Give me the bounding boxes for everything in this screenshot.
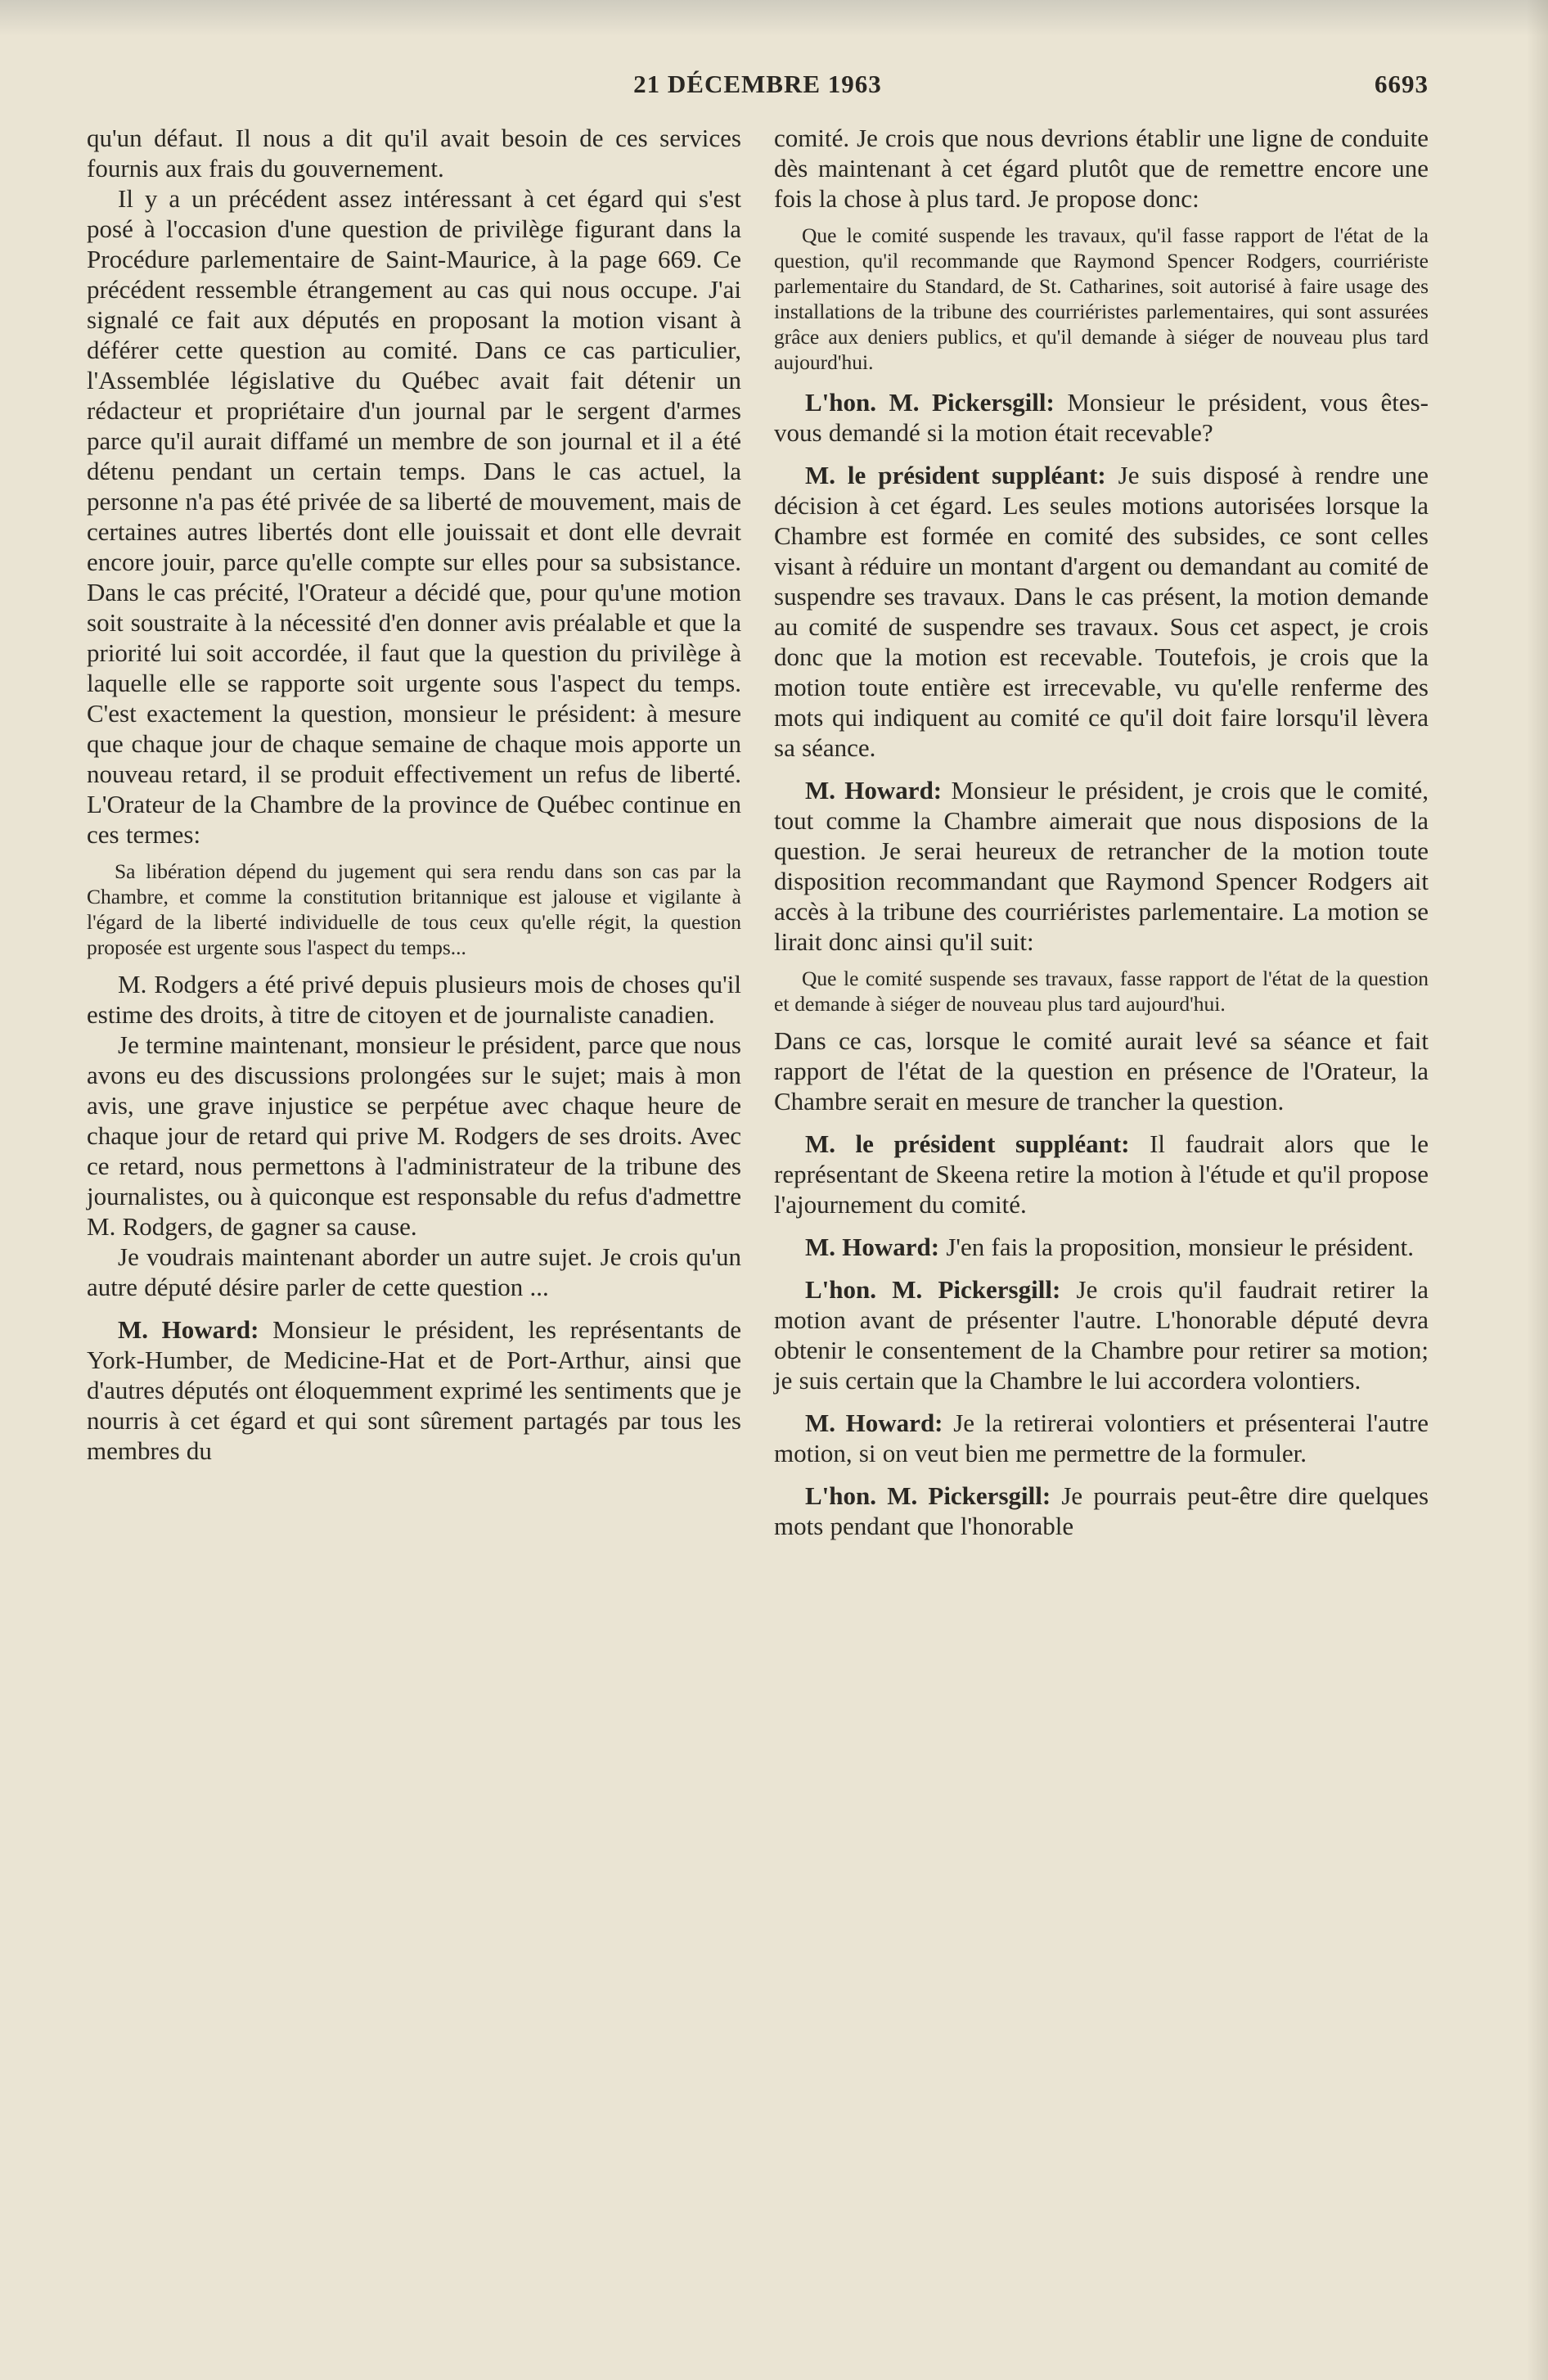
speech-paragraph [774, 1408, 1429, 1468]
paragraph-text: comité. Je crois que nous devrions établir une ligne de conduite dès maintenant à cet égard plutôt que de remettre encore une fois la chose à plus tard. Je propose donc: [774, 124, 1429, 213]
paragraph-text: Je termine maintenant, monsieur le président, parce que nous avons eu des discussions prolongées sur le sujet; mais à mon avis, une grave injustice se perpétue avec chaque heure de chaque jour de retard qui prive M. Rodgers de ses droits. Avec ce retard, nous permettons à l'administrateur de la tribune des journalistes, ou à quiconque est responsable du refus d'admettre M. Rodgers, de gagner sa cause. [87, 1030, 741, 1241]
page-content [87, 69, 1429, 1541]
paragraph [774, 123, 1429, 214]
paragraph-text: Je pourrais peut-être dire quelques mots pendant que l'honorable [774, 1481, 1429, 1540]
paragraph-text: J'en fais la proposition, monsieur le président. [946, 1233, 1414, 1261]
paragraph-text: Dans ce cas, lorsque le comité aurait levé sa séance et fait rapport de l'état de la question en présence de l'Orateur, la Chambre serait en mesure de trancher la question. [774, 1026, 1429, 1116]
speech-paragraph [774, 460, 1429, 763]
speaker-name: L'hon. M. Pickersgill: [805, 1481, 1051, 1510]
scan-artifact-right [1527, 0, 1548, 2380]
speech-paragraph [774, 1232, 1429, 1262]
paragraph-text: qu'un défaut. Il nous a dit qu'il avait besoin de ces services fournis aux frais du gouvernement. [87, 124, 741, 183]
speaker-name: M. Howard: [805, 776, 943, 805]
paragraph-text: Monsieur le président, vous êtes-vous demandé si la motion était recevable? [774, 388, 1429, 447]
paragraph-text: Sa libération dépend du jugement qui sera rendu dans son cas par la Chambre, et comme la constitution britannique est jalouse et vigilante à l'égard de la liberté individuelle de tous ceux qu'elle régit, la question proposée est urgente sous l'aspect du temps... [87, 859, 741, 959]
speech-paragraph [774, 1481, 1429, 1541]
quoted-motion [87, 859, 741, 960]
quoted-motion [774, 223, 1429, 375]
scan-artifact-top [0, 0, 1548, 36]
paragraph [87, 969, 741, 1030]
speaker-name: M. Howard: [805, 1233, 940, 1261]
paragraph-text: Je voudrais maintenant aborder un autre sujet. Je crois qu'un autre député désire parler de cette question ... [87, 1242, 741, 1301]
paragraph-text: M. Rodgers a été privé depuis plusieurs mois de choses qu'il estime des droits, à titre de citoyen et de journaliste canadien. [87, 970, 741, 1029]
paragraph-text: Que le comité suspende les travaux, qu'il fasse rapport de l'état de la question, qu'il recommande que Raymond Spencer Rodgers, courriériste parlementaire du Standard, de St. Catharines, soit autorisé à faire usage des installations de la tribune des courriéristes parlementaires, qui sont assurées grâce aux deniers publics, et qu'il demande à siéger de nouveau plus tard aujourd'hui. [774, 223, 1429, 374]
speaker-name: M. Howard: [118, 1315, 259, 1344]
paragraph [87, 1242, 741, 1302]
paragraph-text: Monsieur le président, les représentants de York-Humber, de Medicine-Hat et de Port-Arthur, ainsi que d'autres députés ont éloquemment exprimé les sentiments que je nourris à cet égard et qui sont sûrement partagés par tous les membres du [87, 1315, 741, 1465]
speaker-name: M. le président suppléant: [805, 1129, 1130, 1158]
speaker-name: L'hon. M. Pickersgill: [805, 388, 1055, 417]
paragraph-text: Il faudrait alors que le représentant de Skeena retire la motion à l'étude et qu'il propose l'ajournement du comité. [774, 1129, 1429, 1219]
speaker-name: M. le président suppléant: [805, 461, 1106, 489]
page-header [87, 69, 1429, 103]
speech-paragraph [87, 1314, 741, 1466]
speech-paragraph [774, 1129, 1429, 1219]
right-column [774, 123, 1429, 1541]
speaker-name: M. Howard: [805, 1409, 943, 1437]
speech-paragraph [774, 775, 1429, 957]
paragraph [774, 1025, 1429, 1116]
speech-paragraph [774, 387, 1429, 448]
header-date-title: 21 DÉCEMBRE 1963 [633, 70, 882, 98]
paragraph [87, 1030, 741, 1242]
paragraph-text: Je crois qu'il faudrait retirer la motion avant de présenter l'autre. L'honorable député devra obtenir le consentement de la Chambre pour retirer sa motion; je suis certain que la Chambre le lui accordera volontiers. [774, 1275, 1429, 1395]
left-column [87, 123, 741, 1541]
speaker-name: L'hon. M. Pickersgill: [805, 1275, 1061, 1304]
paragraph-text: Que le comité suspende ses travaux, fasse rapport de l'état de la question et demande à siéger de nouveau plus tard aujourd'hui. [774, 967, 1429, 1016]
page-number: 6693 [1375, 70, 1429, 98]
quoted-motion [774, 966, 1429, 1016]
paragraph [87, 183, 741, 850]
paragraph-text: Je la retirerai volontiers et présenterai l'autre motion, si on veut bien me permettre de la formuler. [774, 1409, 1429, 1467]
paragraph-text: Je suis disposé à rendre une décision à cet égard. Les seules motions autorisées lorsque la Chambre est formée en comité des subsides, ce sont celles visant à réduire un montant d'argent ou demandant au comité de suspendre ses travaux. Dans le cas présent, la motion demande au comité de suspendre ses travaux. Sous cet aspect, je crois donc que la motion est recevable. Toutefois, je crois que la motion toute entière est irrecevable, vu qu'elle renferme des mots qui indiquent au comité ce qu'il doit faire lorsqu'il lèvera sa séance. [774, 461, 1429, 762]
text-columns [87, 123, 1429, 1541]
paragraph-text: Il y a un précédent assez intéressant à cet égard qui s'est posé à l'occasion d'une question de privilège figurant dans la Procédure parlementaire de Saint-Maurice, à la page 669. Ce précédent ressemble étrangement au cas qui nous occupe. J'ai signalé ce fait aux députés en proposant la motion visant à déférer cette question au comité. Dans ce cas particulier, l'Assemblée législative du Québec avait fait détenir un rédacteur et propriétaire d'un journal par le sergent d'armes parce qu'il aurait diffamé un membre de son journal et il a été détenu pendant un certain temps. Dans le cas actuel, la personne n'a pas été privée de sa liberté de mouvement, mais de certaines autres libertés dont elle jouissait et dont elle devrait encore jouir, parce qu'elle compte sur elles pour sa subsistance. Dans le cas précité, l'Orateur a décidé que, pour qu'une motion soit soustraite à la nécessité d'en donner avis préalable et que la priorité lui soit accordée, il faut que la question du privilège à laquelle elle se rapporte soit urgente sous l'aspect du temps. C'est exactement la question, monsieur le président: à mesure que chaque jour de chaque semaine de chaque mois apporte un nouveau retard, il se produit effectivement un refus de liberté. L'Orateur de la Chambre de la province de Québec continue en ces termes: [87, 184, 741, 849]
paragraph [87, 123, 741, 183]
paragraph-text: Monsieur le président, je crois que le comité, tout comme la Chambre aimerait que nous disposions de la question. Je serai heureux de retrancher de la motion toute disposition recommandant que Raymond Spencer Rodgers ait accès à la tribune des courriéristes parlementaire. La motion se lirait donc ainsi qu'il suit: [774, 776, 1429, 956]
speech-paragraph [774, 1274, 1429, 1395]
